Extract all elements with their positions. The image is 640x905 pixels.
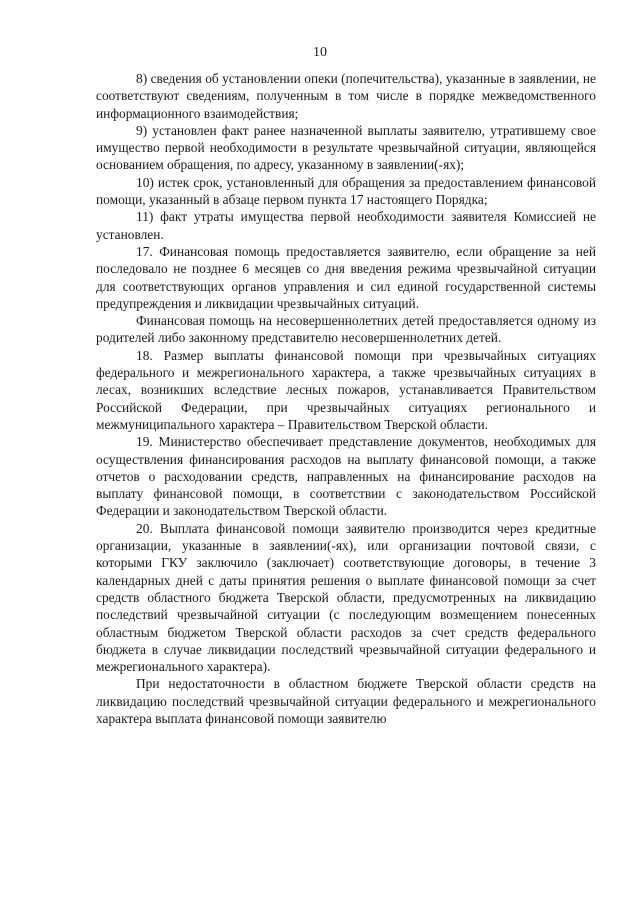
paragraph-item-9: 9) установлен факт ранее назначенной выплаты заявителю, утратившему свое имущество первой необходимости в результате чрезвычайной ситуации, являющейся основанием обращения, по адресу, указанному в заявлении(-ях); (96, 122, 596, 173)
paragraph-clause-17-children: Финансовая помощь на несовершеннолетних детей предоставляется одному из родителей либо законному представителю несовершеннолетних детей. (96, 313, 596, 346)
paragraph-item-8: 8) сведения об установлении опеки (попечительства), указанные в заявлении, не соответствуют сведениям, полученным в том числе в порядке межведомственного информационного взаимодействия; (96, 71, 596, 121)
paragraph-clause-20-insufficiency: При недостаточности в областном бюджете Тверской области средств на ликвидацию последствий чрезвычайной ситуации федерального и межрегионального характера выплата финансовой помощи заявителю (96, 676, 596, 726)
paragraph-item-10: 10) истек срок, установленный для обращения за предоставлением финансовой помощи, указанный в абзаце первом пункта 17 настоящего Порядка; (96, 174, 596, 208)
paragraph-clause-18: 18. Размер выплаты финансовой помощи при чрезвычайных ситуациях федерального и межрегионального характера, а также чрезвычайных ситуациях в лесах, возникших вследствие лесных пожаров, устанавливается Правительством Российской Федерации, при чрезвычайных ситуациях регионального и межмуниципального характера – Правительством Тверской области. (96, 347, 596, 432)
page-number: 10 (313, 45, 327, 60)
paragraph-clause-20: 20. Выплата финансовой помощи заявителю производится через кредитные организации, указанные в заявлении(-ях), или организации почтовой связи, с которыми ГКУ заключило (заключает) соответствующие договоры, в течение 3 календарных дней с даты принятия решения о выплате финансовой помощи за счет средств областного бюджета Тверской области, предусмотренных на ликвидацию последствий чрезвычайной ситуации (с последующим возмещением понесенных областным бюджетом Тверской области расходов за счет средств федерального бюджета в случае ликвидации последствий чрезвычайной ситуации федерального и межрегионального характера). (96, 520, 596, 675)
paragraph-item-11: 11) факт утраты имущества первой необходимости заявителя Комиссией не установлен. (96, 209, 596, 242)
paragraph-clause-19: 19. Министерство обеспечивает представление документов, необходимых для осуществления финансирования расходов на выплату финансовой помощи, а также отчетов о расходовании средств, направленных на финансирование расходов на выплату финансовой помощи, в соответствии с законодательством Российской Федерации и законодательством Тверской области. (96, 434, 596, 519)
paragraph-clause-17: 17. Финансовая помощь предоставляется заявителю, если обращение за ней последовало не позднее 6 месяцев со дня введения режима чрезвычайной ситуации для соответствующих органов управления и сил единой государственной системы предупреждения и ликвидации чрезвычайных ситуаций. (96, 243, 596, 311)
document-body (96, 70, 596, 727)
